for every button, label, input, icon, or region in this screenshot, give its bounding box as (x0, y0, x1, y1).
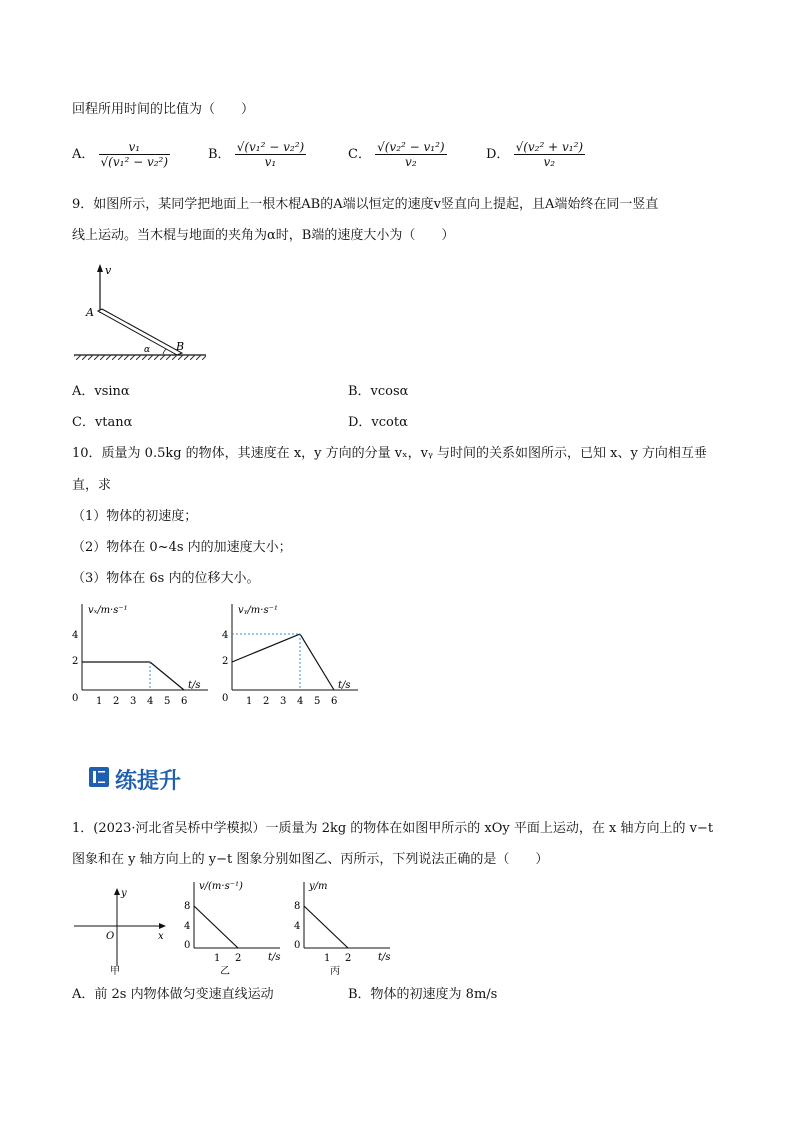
figure-caption: 甲 (110, 966, 120, 977)
series-segment (300, 634, 334, 690)
option-fraction (99, 140, 171, 169)
x-tick-label: 6 (181, 696, 188, 707)
y-tick-label: 2 (222, 656, 229, 667)
y-axis-label: y/m (309, 881, 328, 892)
q10-sub3: （3）物体在 6s 内的位移大小。 (72, 571, 260, 586)
graph-vy (220, 600, 365, 710)
q10-stem-line1: 10．质量为 0.5kg 的物体，其速度在 x，y 方向的分量 vₓ，vᵧ 与时间的关系如图所示，已知 x、y 方向相互垂 (72, 446, 707, 461)
x-tick-label: 3 (130, 696, 137, 707)
x-tick-label: 1 (324, 953, 331, 964)
q8-option-a (72, 140, 170, 169)
series-segment (304, 906, 348, 948)
y-axis-label: v/(m·s⁻¹) (199, 881, 243, 892)
label-b: B (176, 340, 185, 353)
y-tick-label: 4 (72, 630, 79, 641)
origin-label: 0 (72, 693, 79, 704)
origin-label: 0 (184, 940, 191, 951)
origin-label: 0 (222, 693, 229, 704)
graph-vx (70, 600, 215, 710)
label-v: v (105, 264, 112, 277)
rod-figure (70, 258, 210, 368)
y-tick-label: 4 (222, 630, 229, 641)
fraction-numerator: v₁ (99, 140, 171, 155)
x-axis-label: t/s (338, 680, 351, 691)
origin-label: 0 (294, 940, 301, 951)
y-axis-label: vₓ/m·s⁻¹ (88, 605, 128, 616)
q8-option-c (348, 140, 447, 169)
y-tick-label: 8 (294, 901, 301, 912)
q9-option-c: C．vtanα (72, 415, 133, 430)
x-tick-label: 4 (147, 696, 154, 707)
x-tick-label: 3 (280, 696, 287, 707)
p1-option-b: B．物体的初速度为 8m/s (348, 987, 498, 1002)
x-tick-label: 2 (235, 953, 242, 964)
x-tick-label: 1 (96, 696, 103, 707)
x-tick-label: 2 (345, 953, 352, 964)
p1-stem-line1: 1．(2023·河北省吴桥中学模拟）一质量为 2kg 的物体在如图甲所示的 xOy 平面上运动，在 x 轴方向上的 v−t (72, 821, 714, 836)
option-fraction (375, 140, 447, 169)
x-tick-label: 6 (331, 696, 338, 707)
q8-stem-tail: 回程所用时间的比值为（ ） (72, 102, 255, 117)
q9-option-b: B．vcosα (348, 384, 409, 399)
figure-caption: 乙 (220, 966, 230, 976)
y-tick-label: 8 (184, 901, 191, 912)
x-tick-label: 2 (263, 696, 270, 707)
fraction-denominator: v₁ (264, 155, 277, 169)
book-icon (88, 766, 110, 788)
x-tick-label: 5 (314, 696, 321, 707)
arrowhead-icon (159, 923, 166, 929)
fraction-numerator: √(v₁² − v₂²) (236, 140, 305, 154)
q8-option-d (486, 140, 585, 169)
p1-option-a: A．前 2s 内物体做匀变速直线运动 (72, 987, 274, 1002)
x-tick-label: 2 (113, 696, 120, 707)
rod-ab (98, 309, 185, 355)
x-tick-label: 1 (246, 696, 253, 707)
figure-caption: 丙 (330, 966, 340, 976)
x-tick-labels (96, 696, 187, 707)
fraction-numerator: √(v₂² − v₁²) (377, 140, 445, 154)
y-axis-label: vᵧ/m·s⁻¹ (238, 605, 278, 616)
fraction-denominator: v₂ (405, 155, 417, 169)
option-label: B． (208, 147, 231, 162)
y-axis-label: y (121, 888, 127, 899)
label-alpha: α (144, 345, 151, 355)
option-label: C． (348, 147, 371, 162)
fig-bing-yt-graph (290, 876, 400, 976)
option-label: A． (72, 147, 95, 162)
fig-jia-coordinate-plane (70, 882, 175, 977)
x-axis-label: t/s (378, 952, 391, 963)
fraction-denominator: v₂ (543, 155, 556, 169)
option-label: D． (486, 147, 510, 162)
x-tick-label: 5 (164, 696, 171, 707)
section-title: 练提升 (115, 769, 182, 794)
fig-yi-vt-graph (180, 876, 290, 976)
origin-label: O (106, 931, 115, 942)
q10-sub2: （2）物体在 0~4s 内的加速度大小； (72, 540, 292, 555)
x-axis-label: t/s (188, 680, 201, 691)
q9-stem-line2: 线上运动。当木棍与地面的夹角为α时，B端的速度大小为（ ） (72, 228, 455, 243)
p1-stem-line2: 图象和在 y 轴方向上的 y−t 图象分别如图乙、丙所示，下列说法正确的是（ ） (72, 852, 549, 867)
q8-option-b (208, 140, 306, 169)
q9-option-a: A．vsinα (72, 384, 130, 399)
fraction-numerator: √(v₂² + v₁²) (515, 140, 584, 154)
q10-sub1: （1）物体的初速度； (72, 509, 198, 524)
option-fraction (235, 140, 307, 169)
arrowhead-icon (114, 888, 120, 895)
fraction-denominator: √(v₁² − v₂²) (100, 155, 169, 169)
x-tick-label: 4 (297, 696, 304, 707)
angle-arc (163, 349, 166, 354)
x-axis-label: t/s (268, 952, 281, 963)
series-segment (150, 662, 184, 690)
y-tick-label: 4 (184, 921, 191, 932)
q10-stem-line2: 直，求 (72, 478, 112, 493)
label-a: A (86, 306, 94, 319)
y-tick-label: 4 (294, 921, 301, 932)
x-tick-label: 1 (214, 953, 221, 964)
ground-hatch (74, 355, 206, 360)
series-segment (194, 906, 238, 948)
q9-option-d: D．vcotα (348, 415, 408, 430)
series-segment (232, 634, 300, 662)
x-axis-label: x (158, 931, 164, 942)
y-tick-labels (72, 630, 78, 667)
y-tick-label: 2 (72, 656, 79, 667)
q9-stem-line1: 9．如图所示，某同学把地面上一根木棍AB的A端以恒定的速度v竖直向上提起，且A端始终在同一竖直 (72, 197, 659, 212)
option-fraction (514, 140, 586, 169)
arrowhead-icon (97, 264, 103, 272)
